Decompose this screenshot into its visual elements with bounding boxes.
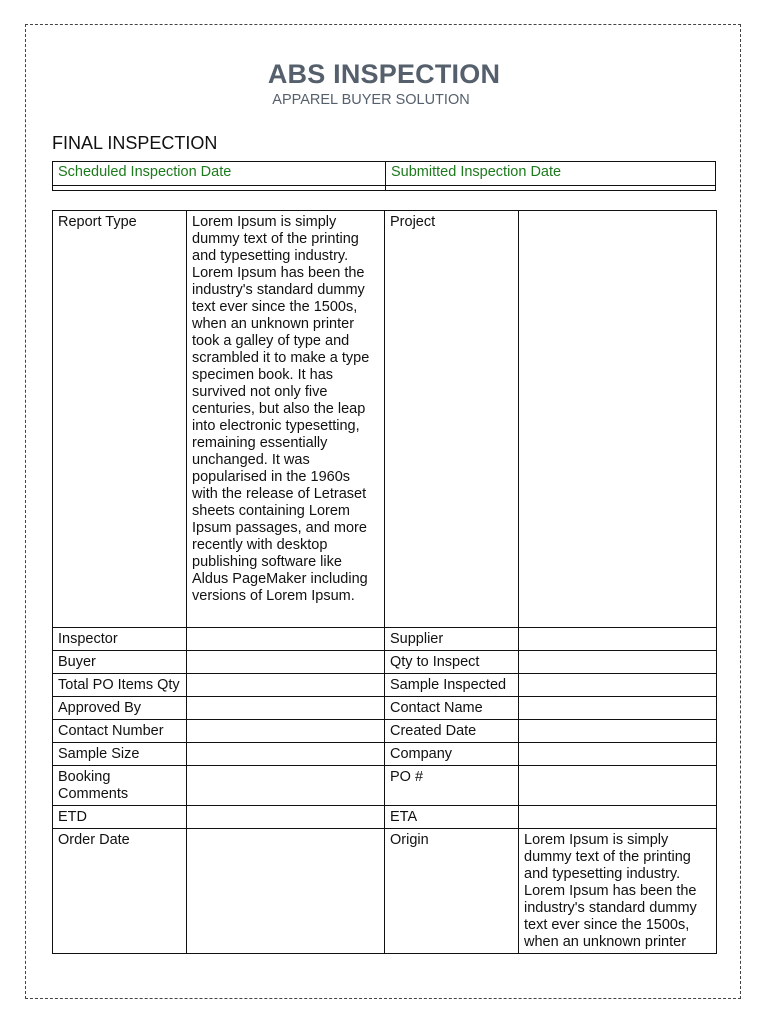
field-label: PO # [385,766,519,806]
field-label: Company [385,743,519,766]
field-value [519,743,717,766]
page-title: ABS INSPECTION [267,59,501,89]
table-row [53,674,717,697]
submitted-inspection-date-label: Submitted Inspection Date [386,162,716,186]
field-value [187,651,385,674]
field-value [519,720,717,743]
inspection-dates-table [52,161,716,191]
field-value: Lorem Ipsum is simply dummy text of the printing and typesetting industry. Lorem Ipsum has been the industry's standard dummy text ever since the 1500s, when an unknown printer took a galley of type and scrambled it to make a type specimen book. It has survived not only five centuries, but also the leap into electronic typesetting, remaining essentially unchanged. It was popularised in the 1960s with the release of Letraset sheets containing Lorem Ipsum passages, and more recently with desktop publishing software like Aldus PageMaker including versions of Lorem Ipsum. [187,211,385,628]
field-value [519,674,717,697]
field-value [187,743,385,766]
field-label: Project [385,211,519,628]
field-value [187,628,385,651]
table-row [53,720,717,743]
field-value [187,766,385,806]
field-label: Qty to Inspect [385,651,519,674]
field-label: Contact Number [53,720,187,743]
table-row [53,628,717,651]
table-row [53,697,717,720]
field-label: Contact Name [385,697,519,720]
field-label: Inspector [53,628,187,651]
table-row [53,186,716,191]
field-value [187,720,385,743]
section-title: FINAL INSPECTION [52,133,218,153]
field-value [519,806,717,829]
scheduled-inspection-date-value [53,186,386,191]
field-label: Created Date [385,720,519,743]
table-row [53,829,717,954]
field-value [187,697,385,720]
field-value [519,651,717,674]
field-label: Total PO Items Qty [53,674,187,697]
field-value [187,674,385,697]
field-value [187,829,385,954]
field-label: Origin [385,829,519,954]
table-row [53,743,717,766]
field-label: Sample Size [53,743,187,766]
field-label: Booking Comments [53,766,187,806]
table-row [53,162,716,186]
page-subtitle: APPAREL BUYER SOLUTION [272,92,470,108]
inspection-details-table [52,210,717,954]
field-value [519,211,717,628]
field-value [519,628,717,651]
field-label: Order Date [53,829,187,954]
field-label: Report Type [53,211,187,628]
table-row [53,651,717,674]
scheduled-inspection-date-label: Scheduled Inspection Date [53,162,386,186]
field-label: ETD [53,806,187,829]
field-label: Buyer [53,651,187,674]
field-value: Lorem Ipsum is simply dummy text of the printing and typesetting industry. Lorem Ipsum has been the industry's standard dummy text ever since the 1500s, when an unknown printer [519,829,717,954]
field-value [519,697,717,720]
field-label: ETA [385,806,519,829]
submitted-inspection-date-value [386,186,716,191]
field-value [519,766,717,806]
table-row [53,766,717,806]
field-label: Sample Inspected [385,674,519,697]
field-value [187,806,385,829]
table-row [53,211,717,628]
field-label: Supplier [385,628,519,651]
field-label: Approved By [53,697,187,720]
table-row [53,806,717,829]
